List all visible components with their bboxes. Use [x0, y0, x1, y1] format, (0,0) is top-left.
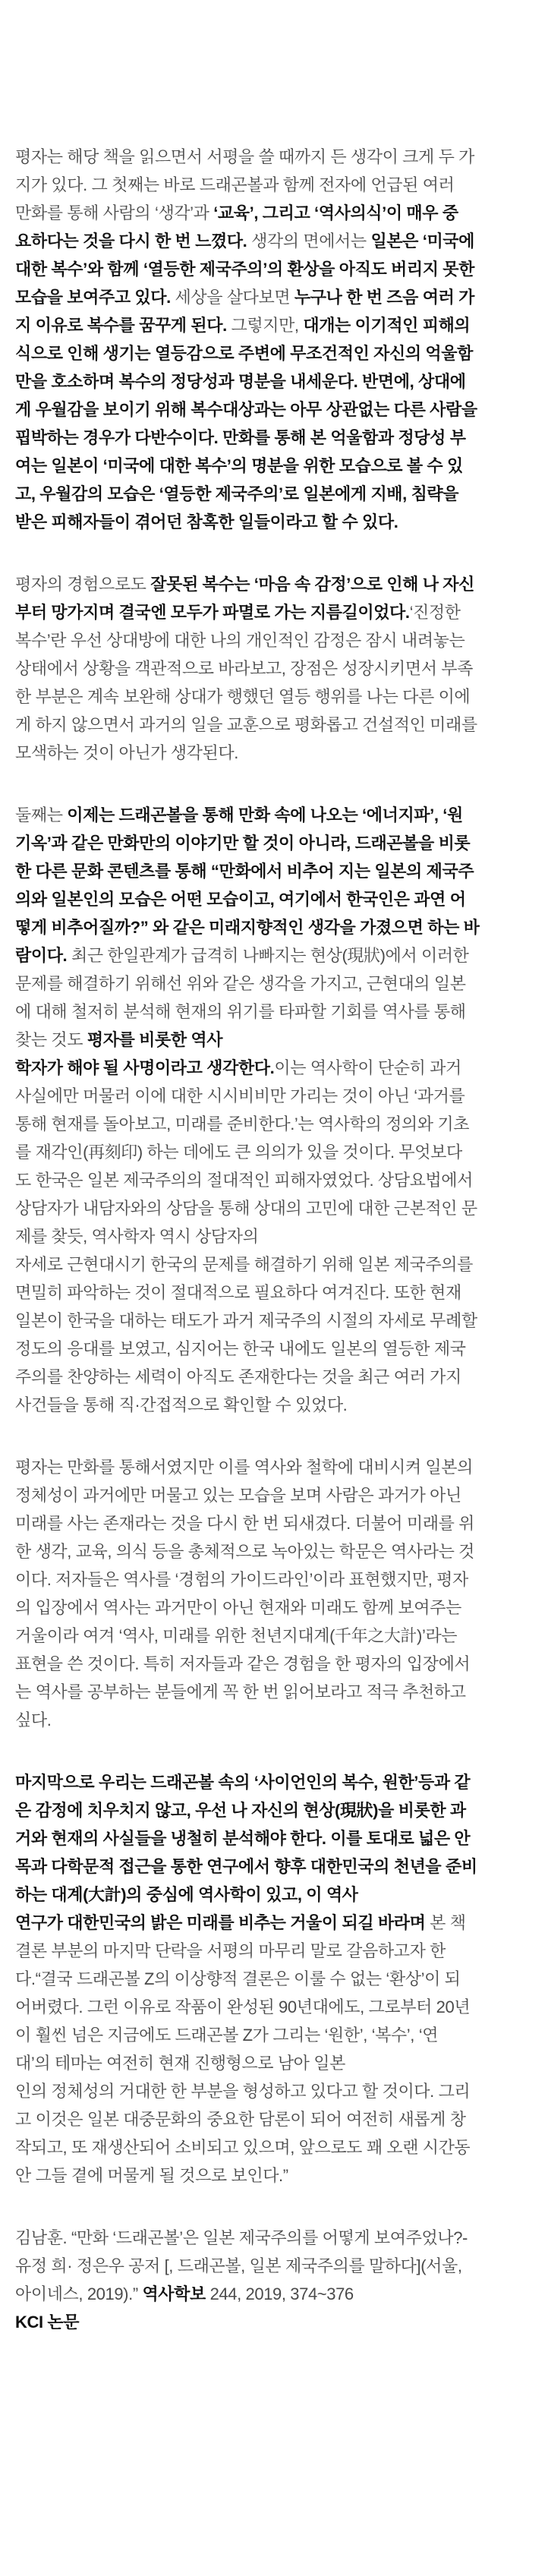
text-line — [15, 1509, 533, 1537]
text-line — [15, 2224, 533, 2252]
text-line — [15, 654, 533, 683]
text-line — [15, 1993, 533, 2021]
text-line — [15, 970, 533, 998]
text-line — [15, 1881, 533, 1909]
text-line — [15, 1706, 533, 1734]
text-line — [15, 1250, 533, 1279]
text-line — [15, 711, 533, 739]
text-line — [15, 1852, 533, 1881]
text-line — [15, 998, 533, 1026]
text-segment: 한 생각, 교육, 의식 등을 총체적으로 녹아있는 학문은 역사라는 것 — [15, 1542, 474, 1561]
text-segment: 둘째는 — [15, 806, 68, 825]
text-segment: 상담자가 내담자와의 상담을 통해 상대의 고민에 대한 근본적인 문 — [15, 1199, 477, 1218]
bold-text-segment: 연구가 대한민국의 밝은 미래를 비추는 거울이 되길 바라며 — [15, 1913, 426, 1932]
text-line — [15, 2161, 533, 2190]
text-segment: 아이네스, 2019).” — [15, 2284, 143, 2303]
text-segment: 다.“결국 드래곤볼 Z의 이상향적 결론은 이룰 수 없는 ‘환상’이 되 — [15, 1969, 461, 1988]
bold-text-segment: 하는 대계(大計)의 중심에 역사학이 있고, 이 역사 — [15, 1885, 358, 1904]
bold-text-segment: 모습을 보여주고 있다. — [15, 288, 171, 307]
text-segment: 이 훨씬 넘은 지금에도 드래곤볼 Z가 그리는 ‘원한’, ‘복수’, ‘연 — [15, 2026, 439, 2045]
text-line — [15, 2049, 533, 2077]
text-segment: 인의 정체성의 거대한 한 부분을 형성하고 있다고 할 것이다. 그리 — [15, 2082, 471, 2101]
text-segment: 는 역사를 공부하는 분들에게 꼭 한 번 읽어보라고 적극 추천하고 — [15, 1682, 466, 1701]
text-segment: 이는 역사학이 단순히 과거 — [274, 1058, 461, 1077]
text-line — [15, 1481, 533, 1509]
text-segment: 거울이라 여겨 ‘역사, 미래를 위한 천년지대계(千年之大計)’라는 — [15, 1626, 458, 1645]
text-line — [15, 1622, 533, 1650]
text-line — [15, 1909, 533, 1937]
text-line — [15, 1335, 533, 1363]
bold-text-segment: 대한 복수’와 함께 ‘열등한 제국주의’의 환상을 아직도 버리지 못한 — [15, 260, 474, 279]
text-line — [15, 255, 533, 283]
text-segment: 244, 2019, 374~376 — [205, 2284, 354, 2303]
bold-text-segment: 일본은 ‘미국에 — [370, 232, 475, 251]
paragraph-1 — [15, 143, 533, 536]
paragraph-list — [15, 143, 533, 2190]
text-line — [15, 1166, 533, 1194]
bold-text-segment: 목과 다학문적 접근을 통한 연구에서 향후 대한민국의 천년을 준비 — [15, 1857, 477, 1876]
text-segment: 결론 부분의 마지막 단락을 서평의 마무리 말로 갈음하고자 한 — [15, 1941, 446, 1960]
text-segment: 복수’란 우선 상대방에 대한 나의 개인적인 감정은 잠시 내려놓는 — [15, 631, 465, 650]
text-line — [15, 1453, 533, 1481]
text-segment: 모색하는 것이 아닌가 생각된다. — [15, 743, 238, 762]
citation — [15, 2224, 533, 2336]
text-segment: 평자는 만화를 통해서였지만 이를 역사와 철학에 대비시켜 일본의 — [15, 1458, 473, 1477]
text-segment: 통해 현재를 돌아보고, 미래를 준비한다.’는 역사학의 정의와 기초 — [15, 1115, 470, 1134]
text-line — [15, 480, 533, 508]
text-line — [15, 1565, 533, 1594]
text-segment: 를 재각인(再刻印) 하는 데에도 큰 의의가 있을 것이다. 무엇보다 — [15, 1143, 462, 1162]
text-line — [15, 424, 533, 452]
text-segment: 표현을 쓴 것이다. 특히 저자들과 같은 경험을 한 평자의 입장에서 — [15, 1654, 471, 1673]
text-segment: 문제를 해결하기 위해선 위와 같은 생각을 가지고, 근현대의 일본 — [15, 974, 466, 993]
kci-paper-label: KCI 논문 — [15, 2313, 80, 2332]
text-line — [15, 1054, 533, 1082]
text-line — [15, 1307, 533, 1335]
text-line — [15, 913, 533, 941]
bold-text-segment: 받은 피해자들이 겪어던 참혹한 일들이라고 할 수 있다. — [15, 512, 398, 531]
text-line — [15, 1594, 533, 1622]
text-segment: 고 이것은 일본 대중문화의 중요한 담론이 되어 여전히 새롭게 창 — [15, 2110, 466, 2129]
text-segment: 그렇지만, — [226, 316, 304, 335]
bold-text-segment: 떻게 비추어질까?” 와 같은 미래지향적인 생각을 가졌으면 하는 바 — [15, 918, 480, 937]
text-segment: 최근 한일관계가 급격히 나빠지는 현상(現狀)에서 이러한 — [67, 946, 469, 965]
text-segment: 사실에만 머물러 이에 대한 시시비비만 가리는 것이 아닌 ‘과거를 — [15, 1086, 465, 1105]
text-segment: 만화를 통해 사람의 ‘생각’과 — [15, 203, 214, 222]
text-line — [15, 1391, 533, 1419]
paragraph-3 — [15, 801, 533, 1419]
bold-text-segment: 마지막으로 우리는 드래곤볼 속의 ‘사이언인의 복수, 원한’등과 같 — [15, 1773, 471, 1792]
text-line — [15, 1110, 533, 1138]
bold-text-segment: ‘교육’, 그리고 ‘역사의식’이 매우 중 — [213, 203, 458, 222]
paragraph-4 — [15, 1453, 533, 1734]
text-line — [15, 508, 533, 536]
bold-text-segment: 람이다. — [15, 946, 68, 965]
bold-text-segment: 기옥’과 같은 만화만의 이야기만 할 것이 아니라, 드래곤볼을 비롯 — [15, 834, 471, 853]
text-line — [15, 801, 533, 829]
text-line — [15, 1194, 533, 1222]
text-line — [15, 199, 533, 227]
text-segment: 정체성이 과거에만 머물고 있는 모습을 보며 사람은 과거가 아닌 — [15, 1486, 461, 1505]
text-segment: 작되고, 또 재생산되어 소비되고 있으며, 앞으로도 꽤 오랜 시간동 — [15, 2138, 471, 2157]
text-segment: 한 부분은 계속 보완해 상대가 행했던 열등 행위를 나는 다른 이에 — [15, 687, 471, 706]
text-segment: 생각의 면에서는 — [247, 232, 371, 251]
text-segment: 김남훈. “만화 ‘드래곤볼’은 일본 제국주의를 어떻게 보여주었나?- — [15, 2228, 468, 2247]
text-segment: 도 한국은 일본 제국주의의 절대적인 피해자였었다. 상담요법에서 — [15, 1171, 473, 1190]
text-segment: 상태에서 상황을 객관적으로 바라보고, 장점은 성장시키면서 부족 — [15, 659, 473, 678]
bold-text-segment: 평자를 비롯한 역사 — [87, 1030, 223, 1049]
paragraph-5 — [15, 1768, 533, 2190]
text-line — [15, 339, 533, 367]
text-segment: 본 책 — [425, 1913, 466, 1932]
text-line — [15, 1222, 533, 1250]
text-segment: 평자의 경험으로도 — [15, 575, 151, 594]
text-line — [15, 2252, 533, 2280]
bold-text-segment: 거와 현재의 사실들을 냉철히 분석해야 한다. 이를 토대로 넓은 안 — [15, 1829, 471, 1848]
bold-text-segment: 게 우월감을 보이기 위해 복수대상과는 아무 상관없는 다른 사람을 — [15, 400, 477, 419]
text-line — [15, 143, 533, 171]
text-line — [15, 2077, 533, 2105]
bold-text-segment: 역사학보 — [142, 2284, 206, 2303]
text-line — [15, 2280, 533, 2308]
text-line — [15, 2021, 533, 2049]
text-line — [15, 857, 533, 885]
text-line — [15, 2105, 533, 2133]
citation-lines — [15, 2224, 533, 2308]
text-line — [15, 171, 533, 199]
text-segment: 안 그들 곁에 머물게 될 것으로 보인다.” — [15, 2166, 288, 2185]
text-segment: 대’의 테마는 여전히 현재 진행형으로 남아 일본 — [15, 2054, 345, 2073]
text-line — [15, 829, 533, 857]
bold-text-segment: 지 이유로 복수를 꿈꾸게 된다. — [15, 316, 227, 335]
text-line — [15, 1138, 533, 1166]
text-segment: 어버렸다. 그런 이유로 작품이 완성된 90년대에도, 그로부터 20년 — [15, 1997, 471, 2016]
bold-text-segment: 고, 우월감의 모습은 ‘열등한 제국주의’로 일본에게 지배, 침략을 — [15, 484, 459, 503]
text-segment: 미래를 사는 존재라는 것을 다시 한 번 되새겼다. 더불어 미래를 위 — [15, 1514, 474, 1533]
text-segment: ‘진정한 — [409, 603, 461, 622]
text-line — [15, 683, 533, 711]
text-segment: 게 하지 않으면서 과거의 일을 교훈으로 평화롭고 건설적인 미래를 — [15, 715, 477, 734]
text-line — [15, 1965, 533, 1993]
text-line — [15, 941, 533, 970]
text-line — [15, 227, 533, 255]
bold-text-segment: 은 감정에 치우치지 않고, 우선 나 자신의 현상(現狀)을 비롯한 과 — [15, 1801, 466, 1820]
bold-text-segment: 요하다는 것을 다시 한 번 느꼈다. — [15, 232, 247, 251]
text-line — [15, 452, 533, 480]
text-line — [15, 1363, 533, 1391]
text-line — [15, 739, 533, 767]
text-segment: 이다. 저자들은 역사를 ‘경험의 가이드라인’이라 표현했지만, 평자 — [15, 1570, 468, 1589]
text-segment: 유정 희· 정은우 공저 [, 드래곤볼, 일본 제국주의를 말하다](서울, — [15, 2256, 462, 2275]
text-line — [15, 885, 533, 913]
text-line — [15, 1537, 533, 1565]
text-line — [15, 283, 533, 311]
text-line — [15, 396, 533, 424]
bold-text-segment: 이제는 드래곤볼을 통해 만화 속에 나오는 ‘에너지파’, ‘원 — [67, 806, 463, 825]
bold-text-segment: 대개는 이기적인 피해의 — [303, 316, 471, 335]
text-segment: 싶다. — [15, 1711, 52, 1729]
text-line — [15, 1824, 533, 1852]
bold-text-segment: 핍박하는 경우가 다반수이다. 만화를 통해 본 억울함과 정당성 부 — [15, 428, 466, 447]
bold-text-segment: 의와 일본인의 모습은 어떤 모습이고, 여기에서 한국인은 과연 어 — [15, 890, 466, 909]
bold-text-segment: 여는 일본이 ‘미국에 대한 복수’의 명분을 위한 모습으로 볼 수 있 — [15, 456, 463, 475]
text-segment: 세상을 살다보면 — [170, 288, 294, 307]
paragraph-2 — [15, 570, 533, 767]
text-segment: 정도의 응대를 보였고, 심지어는 한국 내에도 일본의 열등한 제국 — [15, 1339, 466, 1358]
text-segment: 일본이 한국을 대하는 태도가 과거 제국주의 시절의 자세로 무례할 — [15, 1311, 477, 1330]
text-line — [15, 1937, 533, 1965]
text-segment: 주의를 찬양하는 세력이 아직도 존재한다는 것을 최근 여러 가지 — [15, 1367, 461, 1386]
text-line — [15, 598, 533, 626]
text-segment: 지가 있다. 그 첫째는 바로 드래곤볼과 함께 전자에 언급된 여러 — [15, 175, 455, 194]
text-line — [15, 626, 533, 654]
text-line — [15, 1082, 533, 1110]
text-line — [15, 1796, 533, 1824]
text-line — [15, 1026, 533, 1054]
text-line — [15, 1650, 533, 1678]
bold-text-segment: 만을 호소하며 복수의 정당성과 명분을 내세운다. 반면에, 상대에 — [15, 372, 466, 391]
text-segment: 자세로 근현대시기 한국의 문제를 해결하기 위해 일본 제국주의를 — [15, 1255, 473, 1274]
bold-text-segment: 잘못된 복수는 ‘마음 속 감정’으로 인해 나 자신 — [150, 575, 474, 594]
text-segment: 의 입장에서 역사는 과거만이 아닌 현재와 미래도 함께 보여주는 — [15, 1598, 461, 1617]
text-line — [15, 367, 533, 396]
bold-text-segment: 한 다른 문화 콘텐츠를 통해 “만화에서 비추어 지는 일본의 제국주 — [15, 862, 474, 881]
text-segment: 찾는 것도 — [15, 1030, 87, 1049]
bold-text-segment: 누구나 한 번 즈음 여러 가 — [294, 288, 475, 307]
text-segment: 평자는 해당 책을 읽으면서 서평을 쓸 때까지 든 생각이 크게 두 가 — [15, 147, 474, 166]
bold-text-segment: 부터 망가지며 결국엔 모두가 파멸로 가는 지름길이었다. — [15, 603, 410, 622]
text-line — [15, 1678, 533, 1706]
text-segment: 에 대해 철저히 분석해 현재의 위기를 타파할 기회를 역사를 통해 — [15, 1002, 466, 1021]
text-line — [15, 1279, 533, 1307]
bold-text-segment: 식으로 인해 생기는 열등감으로 주변에 무조건적인 자신의 억울함 — [15, 344, 473, 363]
text-line — [15, 570, 533, 598]
bold-text-segment: 학자가 해야 될 사명이라고 생각한다. — [15, 1058, 275, 1077]
text-segment: 제를 찾듯, 역사학자 역시 상담자의 — [15, 1227, 259, 1246]
text-segment: 사건들을 통해 직·간접적으로 확인할 수 있었다. — [15, 1395, 348, 1414]
text-line — [15, 2133, 533, 2161]
text-segment: 면밀히 파악하는 것이 절대적으로 필요하다 여겨진다. 또한 현재 — [15, 1283, 461, 1302]
text-line — [15, 1768, 533, 1796]
text-line — [15, 311, 533, 339]
